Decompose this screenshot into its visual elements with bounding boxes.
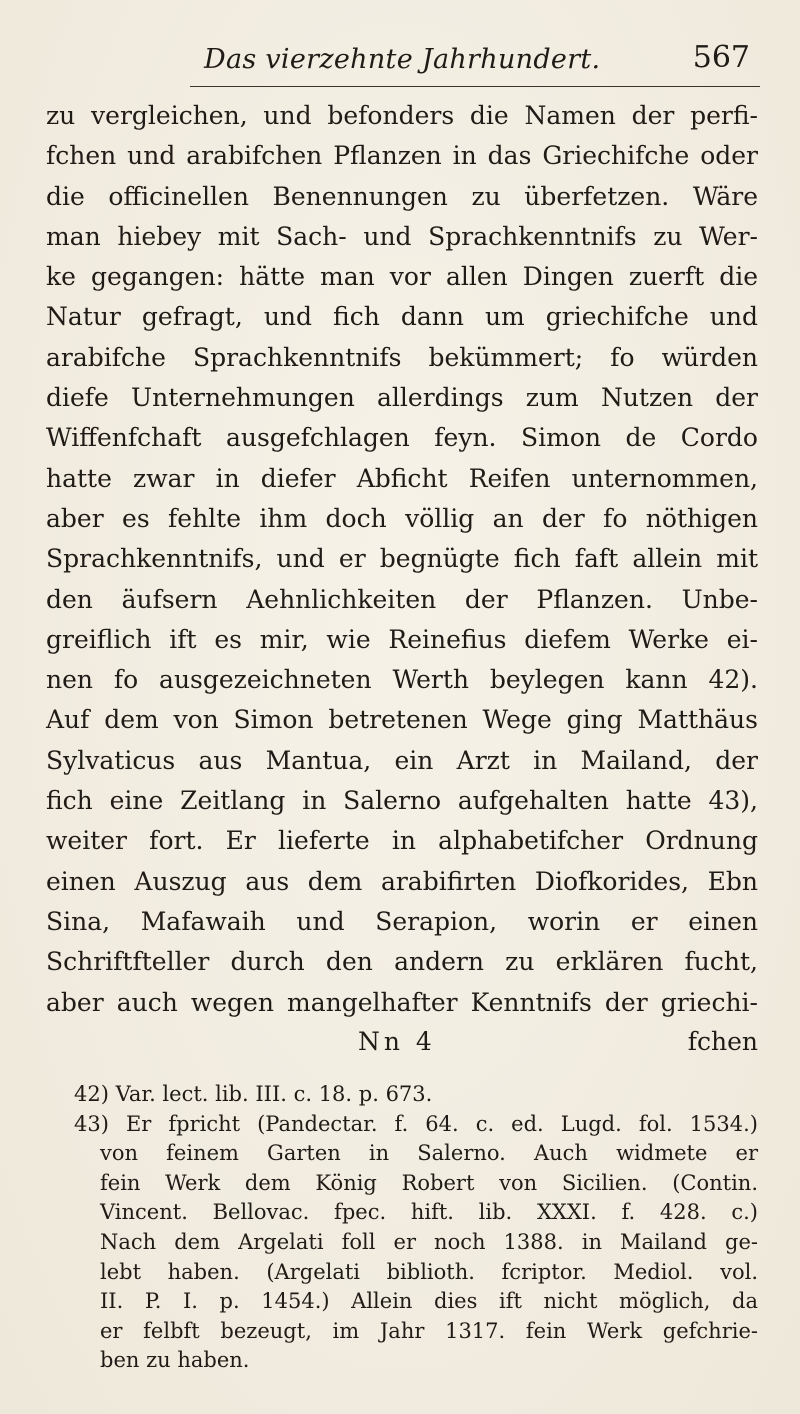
signature-line bbox=[46, 1022, 758, 1062]
text-line: ke gegangen: hätte man vor allen Dingen zuerft die bbox=[46, 262, 758, 292]
text-line: nen fo ausgezeichneten Werth beylegen kann 42). bbox=[46, 665, 758, 695]
body-text bbox=[46, 96, 758, 1023]
text-line: arabifche Sprachkenntnifs bekümmert; fo würden bbox=[46, 342, 758, 372]
catchword: fchen bbox=[687, 1027, 758, 1056]
page-header bbox=[190, 38, 760, 87]
text-line: Sylvaticus aus Mantua, ein Arzt in Mailand, der bbox=[46, 745, 758, 775]
footnote-line: II. P. I. p. 1454.) Allein dies ift nicht möglich, da bbox=[100, 1289, 758, 1314]
footnote-line: Vincent. Bellovac. fpec. hift. lib. XXXI. f. 428. c.) bbox=[100, 1200, 758, 1225]
text-line: aber auch wegen mangelhafter Kenntnifs der griechi- bbox=[46, 987, 758, 1017]
page-number: 567 bbox=[692, 40, 750, 75]
text-line: die officinellen Benennungen zu überfetzen. Wäre bbox=[46, 181, 758, 211]
text-line: aber es fehlte ihm doch völlig an der fo nöthigen bbox=[46, 503, 758, 533]
footnote-line: Nach dem Argelati foll er noch 1388. in Mailand ge- bbox=[100, 1229, 758, 1254]
footnote-line: fein Werk dem König Robert von Sicilien. (Contin. bbox=[100, 1170, 758, 1195]
text-line: weiter fort. Er lieferte in alphabetifcher Ordnung bbox=[46, 826, 758, 856]
text-line: den äufsern Aehnlichkeiten der Pflanzen. Unbe- bbox=[46, 584, 758, 614]
footnote-line: 42) Var. lect. lib. III. c. 18. p. 673. bbox=[74, 1082, 433, 1106]
text-line: diefe Unternehmungen allerdings zum Nutzen der bbox=[46, 383, 758, 413]
footnote-line: er felbft bezeugt, im Jahr 1317. fein Werk gefchrie- bbox=[100, 1318, 758, 1343]
footnote-line: 43) Er fpricht (Pandectar. f. 64. c. ed. Lugd. fol. 1534.) bbox=[74, 1111, 758, 1136]
text-line: Schriftfteller durch den andern zu erklären fucht, bbox=[46, 947, 758, 977]
text-line: Sina, Mafawaih und Serapion, worin er einen bbox=[46, 906, 758, 936]
text-line: einen Auszug aus dem arabifirten Diofkorides, Ebn bbox=[46, 866, 758, 896]
text-line: fich eine Zeitlang in Salerno aufgehalten hatte 43), bbox=[46, 786, 758, 816]
text-line: man hiebey mit Sach- und Sprachkenntnifs zu Wer- bbox=[46, 221, 758, 251]
text-line: Natur gefragt, und fich dann um griechifche und bbox=[46, 302, 758, 332]
text-line: zu vergleichen, und befonders die Namen der perfi- bbox=[46, 101, 758, 130]
text-line: hatte zwar in diefer Abficht Reifen unternommen, bbox=[46, 463, 758, 493]
text-line: Auf dem von Simon betretenen Wege ging Matthäus bbox=[46, 705, 758, 735]
text-line: greiflich ift es mir, wie Reinefius diefem Werke ei- bbox=[46, 624, 758, 654]
text-line: fchen und arabifchen Pflanzen in das Griechifche oder bbox=[46, 141, 758, 171]
footnote-line: lebt haben. (Argelati biblioth. fcriptor. Mediol. vol. bbox=[100, 1259, 758, 1284]
running-title: Das vierzehnte Jahrhundert. bbox=[204, 44, 601, 75]
text-line: Sprachkenntnifs, und er begnügte fich faft allein mit bbox=[46, 544, 758, 574]
footnotes bbox=[74, 1080, 758, 1376]
footnote-line: von feinem Garten in Salerno. Auch widmete er bbox=[100, 1141, 758, 1166]
text-line: Wiffenfchaft ausgefchlagen feyn. Simon de Cordo bbox=[46, 423, 758, 453]
signature-mark: Nn 4 bbox=[358, 1027, 436, 1056]
footnote-line: ben zu haben. bbox=[100, 1348, 250, 1373]
